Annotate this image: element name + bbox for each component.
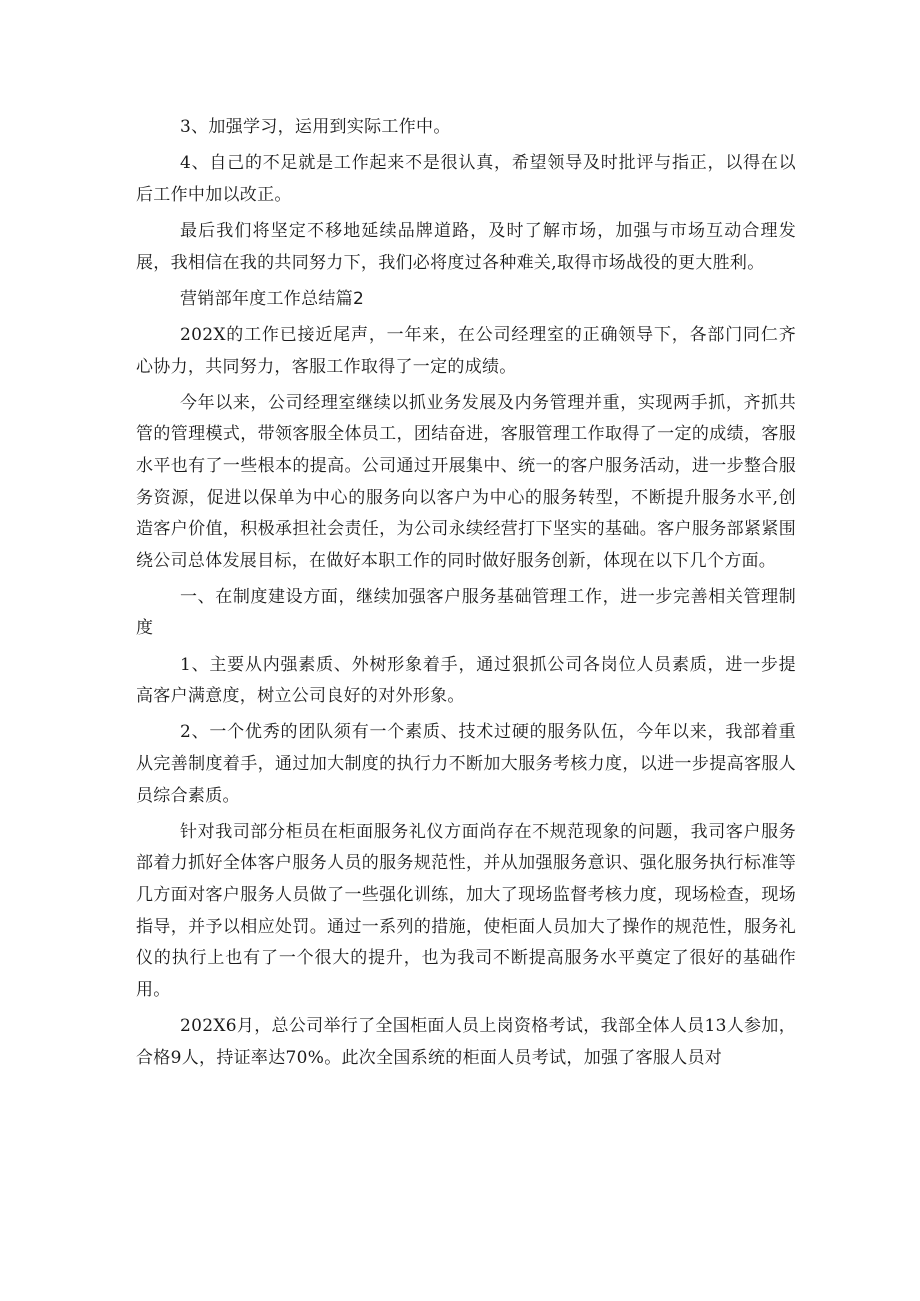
paragraph-conclusion: 最后我们将坚定不移地延续品牌道路，及时了解市场，加强与市场互动合理发展，我相信在我的共同努力下，我们必将度过各种难关,取得市场战役的更大胜利。 <box>136 220 796 273</box>
paragraph-point-1: 1、主要从内强素质、外树形象着手，通过狠抓公司各岗位人员素质，进一步提高客户满意度，树立公司良好的对外形象。 <box>136 654 796 707</box>
paragraph-item-4: 4、自己的不足就是工作起来不是很认真，希望领导及时批评与指正，以得在以后工作中加以改正。 <box>136 153 796 205</box>
paragraph-overview: 今年以来，公司经理室继续以抓业务发展及内务管理并重，实现两手抓，齐抓共管的管理模式，带领客服全体员工，团结奋进，客服管理工作取得了一定的成绩，客服水平也有了一些根本的提高。公司通过开展集中、统一的客户服务活动，进一步整合服务资源，促进以保单为中心的服务向以客户为中心的服务转型，不断提升服务水平,创造客户价值，积极承担社会责任，为公司永续经营打下坚实的基础。客户服务部紧紧围绕公司总体发展目标，在做好本职工作的同时做好服务创新，体现在以下几个方面。 <box>136 392 796 571</box>
document-body <box>136 112 796 1074</box>
paragraph-service-standards: 针对我司部分柜员在柜面服务礼仪方面尚存在不规范现象的问题，我司客户服务部着力抓好全体客户服务人员的服务规范性，并从加强服务意识、强化服务执行标准等几方面对客户服务人员做了一些强化训练，加大了现场监督考核力度，现场检查，现场指导，并予以相应处罚。通过一系列的措施，使柜面人员加大了操作的规范性，服务礼仪的执行上也有了一个很大的提升，也为我司不断提高服务水平奠定了很好的基础作用。 <box>136 821 796 1000</box>
paragraph-subheading-1: 一、在制度建设方面，继续加强客户服务基础管理工作，进一步完善相关管理制度 <box>136 586 796 639</box>
paragraph-item-3: 3、加强学习，运用到实际工作中。 <box>180 117 451 137</box>
paragraph-intro: 202X的工作已接近尾声，一年来，在公司经理室的正确领导下，各部门同仁齐心协力，共同努力，客服工作取得了一定的成绩。 <box>136 324 796 377</box>
section-heading: 营销部年度工作总结篇2 <box>180 288 365 309</box>
paragraph-point-2: 2、一个优秀的团队须有一个素质、技术过硬的服务队伍，今年以来，我部着重从完善制度着手，通过加大制度的执行力不断加大服务考核力度，以进一步提高客服人员综合素质。 <box>136 722 796 806</box>
paragraph-exam: 202X6月，总公司举行了全国柜面人员上岗资格考试，我部全体人员13人参加，合格9人，持证率达70%。此次全国系统的柜面人员考试，加强了客服人员对 <box>136 1015 796 1068</box>
